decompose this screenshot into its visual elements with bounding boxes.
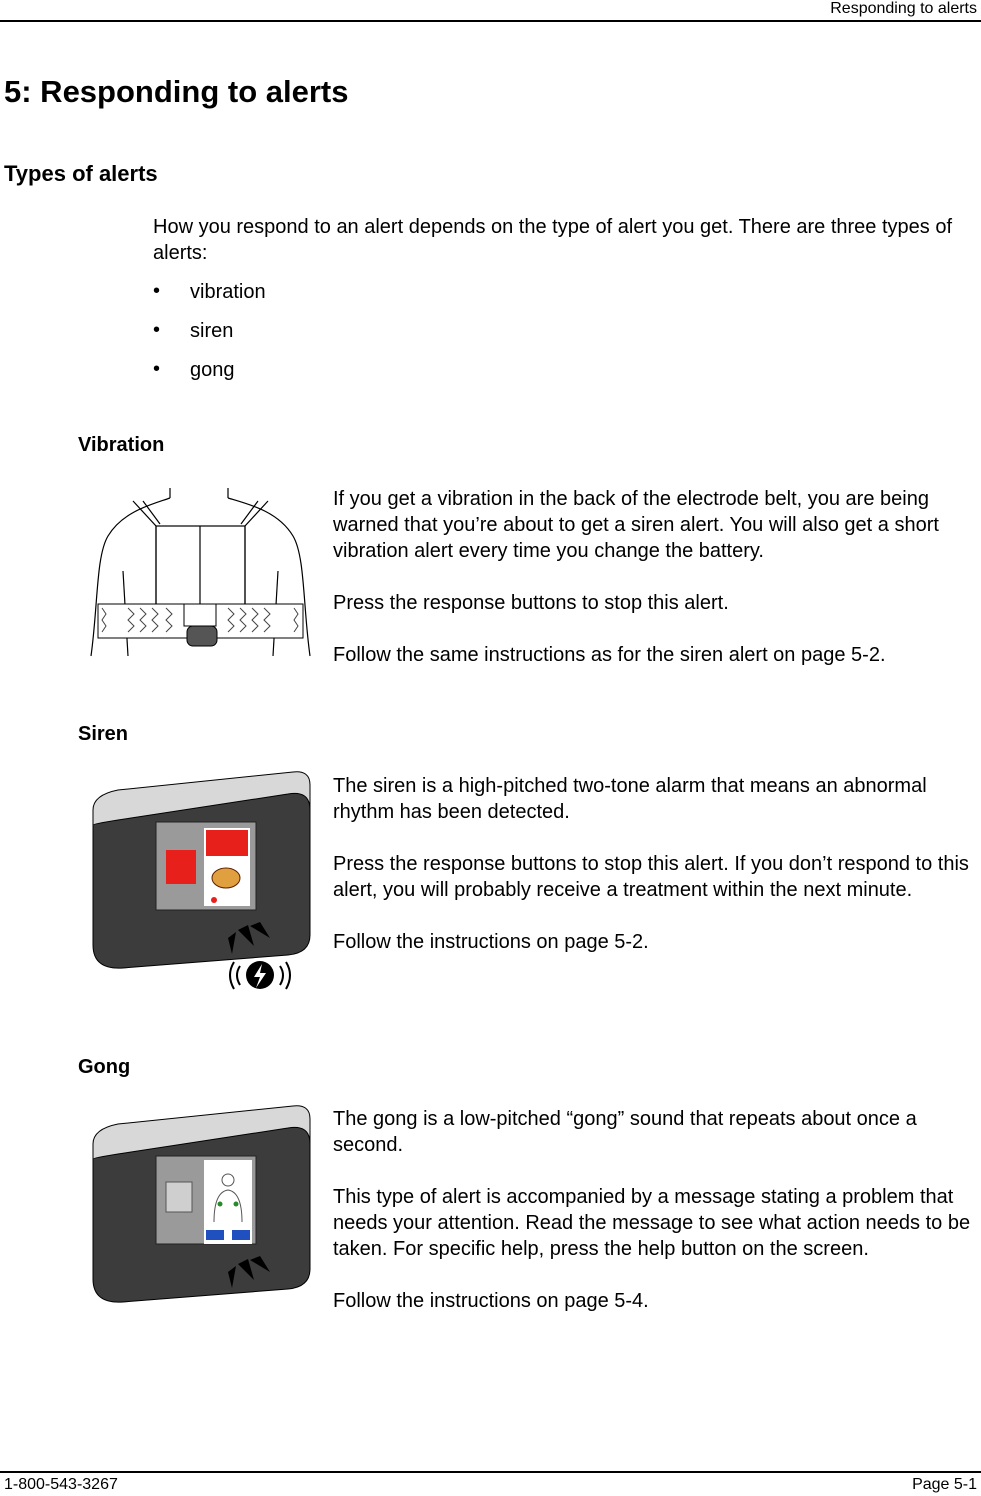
section-title: Types of alerts xyxy=(4,161,158,186)
vibration-heading: Vibration xyxy=(78,434,165,456)
header-rule xyxy=(0,20,981,22)
page-number: Page 5-1 xyxy=(912,1476,977,1493)
running-header: Responding to alerts xyxy=(830,0,977,17)
vibration-text: If you get a vibration in the back of the electrode belt, you are being warned that you’re about to get a siren alert. You will also get a short vibration alert every time you change the battery. Press the response buttons to stop this alert. Follow the same instructions as for the siren alert on page 5-2. xyxy=(333,488,939,666)
footer-rule xyxy=(0,1471,981,1473)
monitor-gong-illustration xyxy=(88,1104,313,1304)
bullet-dot-icon: • xyxy=(153,280,161,302)
siren-heading: Siren xyxy=(78,723,129,745)
gong-text: The gong is a low-pitched “gong” sound that repeats about once a second. This type of alert is accompanied by a message stating a problem that needs your attention. Read the message to see what action needs to be taken. For specific help, press the help button on the screen. Follow the instructions on page 5-4. xyxy=(333,1108,971,1312)
siren-text: The siren is a high-pitched two-tone alarm that means an abnormal rhythm has been detected. Press the response buttons to stop this alert. If you don’t respond to this alert, you will probably receive a treatment within the next minute. Follow the instructions on page 5-2. xyxy=(333,775,969,953)
bullet-dot-icon: • xyxy=(153,358,161,380)
monitor-siren-illustration xyxy=(88,770,313,1000)
intro-paragraph: How you respond to an alert depends on the type of alert you get. There are three types of alerts: xyxy=(153,216,953,264)
gong-heading: Gong xyxy=(78,1056,131,1078)
vest-back-illustration xyxy=(88,486,313,661)
bullet-dot-icon: • xyxy=(153,319,161,341)
footer-phone: 1-800-543-3267 xyxy=(4,1476,118,1493)
chapter-title: 5: Responding to alerts xyxy=(4,74,349,109)
